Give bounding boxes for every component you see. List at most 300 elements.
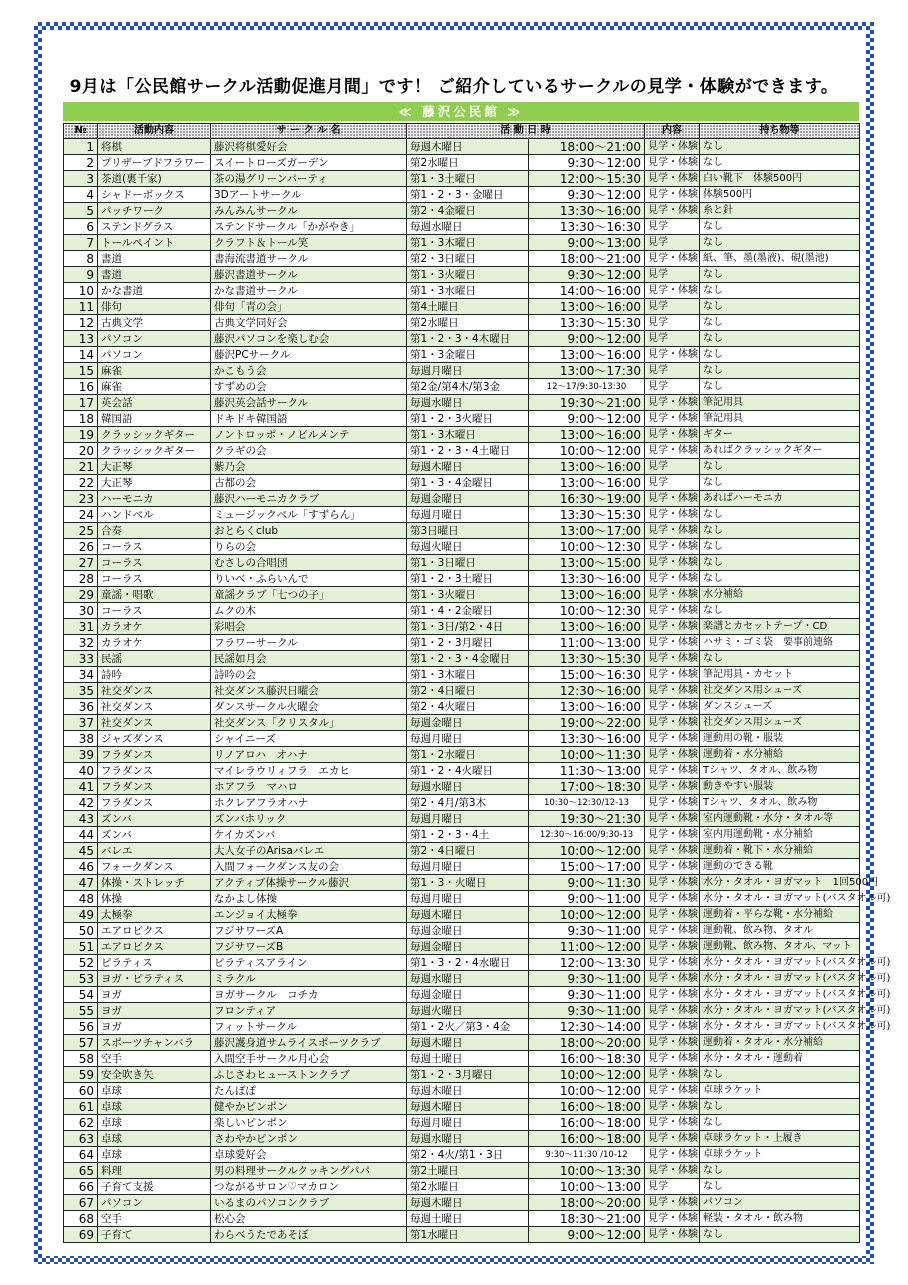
row-number: 47 [64,875,98,891]
row-number: 45 [64,843,98,859]
header-items: 持ち物等 [700,124,860,139]
row-activity: ピラティス [98,955,211,971]
row-activity: 体操 [98,891,211,907]
row-content: 見学・体験 [645,939,700,955]
row-content: 見学・体験 [645,731,700,747]
row-time: 13:30～16:00 [529,571,645,587]
row-content: 見学・体験 [645,555,700,571]
table-row [64,235,860,251]
row-content: 見学・体験 [645,635,700,651]
row-time: 13:00～16:00 [529,347,645,363]
row-activity: 卓球 [98,1115,211,1131]
table-row [64,635,860,651]
row-circle-name: クラフト＆トール笑 [211,235,407,251]
row-time: 12～17/9:30-13:30 [529,379,645,395]
row-circle-name: 入間空手サークル月心会 [211,1051,407,1067]
row-activity: コーラス [98,555,211,571]
row-number: 24 [64,507,98,523]
row-items: なし [700,507,860,523]
row-circle-name: 社交ダンス藤沢日曜会 [211,683,407,699]
header-schedule: 活 動 日 時 [407,124,645,139]
row-items: 社交ダンス用シューズ [700,683,860,699]
row-number: 30 [64,603,98,619]
row-items: 運動着・水分補給 [700,747,860,763]
row-day: 第1・2・4火曜日 [407,763,529,779]
row-items: なし [700,539,860,555]
row-items: 社交ダンス用シューズ [700,715,860,731]
table-row [64,875,860,891]
row-content: 見学・体験 [645,571,700,587]
row-circle-name: 入間フォークダンス友の会 [211,859,407,875]
table-row [64,331,860,347]
row-number: 31 [64,619,98,635]
row-activity: エアロビクス [98,939,211,955]
row-number: 49 [64,907,98,923]
row-day: 第1・2・3・4土 [407,827,529,843]
row-time: 10:00～11:30 [529,747,645,763]
row-time: 9:00～13:00 [529,235,645,251]
row-number: 44 [64,827,98,843]
page-title: 9月は「公民館サークル活動促進月間」です！ ご紹介しているサークルの見学・体験ができます。 [69,77,839,97]
row-time: 16:30～19:00 [529,491,645,507]
row-items: 水分・タオル・ヨガマット(バスタオル可) [700,891,860,907]
row-activity: 卓球 [98,1147,211,1163]
row-day: 第3日曜日 [407,523,529,539]
row-number: 68 [64,1211,98,1227]
table-row [64,1163,860,1179]
row-content: 見学・体験 [645,251,700,267]
row-time: 12:30～16:00/9:30-13 [529,827,645,843]
row-number: 57 [64,1035,98,1051]
row-activity: ヨガ・ピラティス [98,971,211,987]
row-circle-name: 古都の会 [211,475,407,491]
table-row [64,731,860,747]
row-day: 第4土曜日 [407,299,529,315]
row-content: 見学・体験 [645,203,700,219]
row-circle-name: フラワーサークル [211,635,407,651]
row-items: なし [700,283,860,299]
row-number: 10 [64,283,98,299]
table-row [64,939,860,955]
row-time: 12:30～16:00 [529,683,645,699]
row-day: 毎週金曜日 [407,491,529,507]
row-content: 見学・体験 [645,491,700,507]
row-items: 水分補給 [700,587,860,603]
row-day: 第1・4・2金曜日 [407,603,529,619]
row-content: 見学・体験 [645,715,700,731]
row-day: 第1・3木曜日 [407,427,529,443]
row-time: 10:00～13:30 [529,1163,645,1179]
row-content: 見学・体験 [645,795,700,811]
row-number: 18 [64,411,98,427]
row-circle-name: ノントロッポ・ノビルメンテ [211,427,407,443]
row-number: 59 [64,1067,98,1083]
row-number: 42 [64,795,98,811]
row-day: 第1・3・火曜日 [407,875,529,891]
row-activity: 民謡 [98,651,211,667]
row-time: 11:00～12:00 [529,939,645,955]
row-activity: 大正琴 [98,475,211,491]
table-row [64,555,860,571]
row-day: 第2水曜日 [407,315,529,331]
row-circle-name: ホアフラ マハロ [211,779,407,795]
row-circle-name: シャイニーズ [211,731,407,747]
header-activity: 活動内容 [98,124,211,139]
row-content: 見学・体験 [645,763,700,779]
row-items: なし [700,363,860,379]
row-circle-name: おとらくclub [211,523,407,539]
row-day: 毎週木曜日 [407,907,529,923]
row-items: 水分・タオル・ヨガマット(バスタオル可) [700,987,860,1003]
row-activity: 卓球 [98,1099,211,1115]
row-items: 筆記用具 [700,411,860,427]
row-circle-name: りらの会 [211,539,407,555]
row-time: 9:00～12:00 [529,331,645,347]
table-row [64,395,860,411]
row-time: 9:30～11:00 [529,971,645,987]
row-day: 第2・4日曜日 [407,843,529,859]
row-circle-name: ミラクル [211,971,407,987]
row-content: 見学 [645,475,700,491]
row-time: 13:30～15:30 [529,315,645,331]
table-row [64,1035,860,1051]
table-row [64,155,860,171]
row-items: なし [700,571,860,587]
row-circle-name: 俳句「青の会」 [211,299,407,315]
table-row [64,283,860,299]
row-time: 13:00～16:00 [529,459,645,475]
row-activity: ズンバ [98,811,211,827]
row-activity: 卓球 [98,1131,211,1147]
row-circle-name: たんぽぽ [211,1083,407,1099]
row-content: 見学・体験 [645,859,700,875]
row-circle-name: なかよし体操 [211,891,407,907]
row-content: 見学・体験 [645,779,700,795]
row-number: 35 [64,683,98,699]
row-number: 14 [64,347,98,363]
row-circle-name: つながるサロン♡マカロン [211,1179,407,1195]
row-activity: スポーツチャンバラ [98,1035,211,1051]
row-content: 見学・体験 [645,539,700,555]
row-content: 見学 [645,363,700,379]
row-items: なし [700,1099,860,1115]
row-content: 見学・体験 [645,907,700,923]
row-content: 見学 [645,267,700,283]
row-day: 毎週月曜日 [407,507,529,523]
row-number: 9 [64,267,98,283]
row-content: 見学・体験 [645,747,700,763]
row-day: 第2・4金曜日 [407,203,529,219]
row-number: 32 [64,635,98,651]
row-circle-name: ヨガサークル コチカ [211,987,407,1003]
row-activity: ヨガ [98,1003,211,1019]
table-row [64,1003,860,1019]
row-items: なし [700,379,860,395]
row-circle-name: 社交ダンス「クリスタル」 [211,715,407,731]
row-content: 見学・体験 [645,587,700,603]
row-items: 運動靴、飲み物、タオル [700,923,860,939]
row-content: 見学 [645,235,700,251]
table-row [64,747,860,763]
row-circle-name: いるまのパソコンクラブ [211,1195,407,1211]
row-activity: クラッシックギター [98,427,211,443]
row-circle-name: フロンティア [211,1003,407,1019]
row-items: なし [700,555,860,571]
row-items: ダンスシューズ [700,699,860,715]
row-items: 糸と針 [700,203,860,219]
row-day: 毎週木曜日 [407,1035,529,1051]
row-number: 27 [64,555,98,571]
row-time: 13:00～17:30 [529,363,645,379]
table-row [64,1067,860,1083]
row-number: 12 [64,315,98,331]
row-time: 18:00～21:00 [529,139,645,155]
row-content: 見学・体験 [645,1131,700,1147]
row-content: 見学・体験 [645,1051,700,1067]
header-content: 内容 [645,124,700,139]
row-time: 10:00～12:00 [529,1083,645,1099]
row-activity: 書道 [98,251,211,267]
row-number: 67 [64,1195,98,1211]
row-content: 見学・体験 [645,651,700,667]
row-day: 毎週木曜日 [407,1195,529,1211]
row-time: 9:00～12:00 [529,1227,645,1243]
table-row [64,779,860,795]
row-day: 毎週水曜日 [407,219,529,235]
table-row [64,699,860,715]
row-day: 第1・2水曜日 [407,747,529,763]
row-number: 13 [64,331,98,347]
row-circle-name: フジサワーズA [211,923,407,939]
checkered-border [34,22,891,1264]
row-items: なし [700,603,860,619]
row-circle-name: アクティブ体操サークル藤沢 [211,875,407,891]
row-day: 毎週月曜日 [407,1115,529,1131]
table-row [64,1227,860,1243]
row-activity: 空手 [98,1051,211,1067]
row-content: 見学・体験 [645,891,700,907]
row-number: 41 [64,779,98,795]
row-number: 29 [64,587,98,603]
row-activity: シャドーボックス [98,187,211,203]
row-day: 毎週水曜日 [407,395,529,411]
row-circle-name: 藤沢ハーモニカクラブ [211,491,407,507]
row-number: 46 [64,859,98,875]
row-items: 白い靴下 体験500円 [700,171,860,187]
row-items: なし [700,267,860,283]
row-circle-name: さわやかピンポン [211,1131,407,1147]
row-day: 毎週水曜日 [407,779,529,795]
row-items: 室内運動靴・水分・タオル等 [700,811,860,827]
row-content: 見学 [645,315,700,331]
row-number: 37 [64,715,98,731]
row-day: 第1・3水曜日 [407,283,529,299]
row-content: 見学・体験 [645,507,700,523]
row-number: 55 [64,1003,98,1019]
row-time: 9:00～11:00 [529,891,645,907]
row-day: 第2水曜日 [407,1179,529,1195]
row-content: 見学・体験 [645,827,700,843]
row-number: 7 [64,235,98,251]
row-day: 第1・2・3土曜日 [407,571,529,587]
row-number: 4 [64,187,98,203]
row-activity: コーラス [98,539,211,555]
table-row [64,1147,860,1163]
table-row [64,299,860,315]
row-circle-name: 藤沢書道サークル [211,267,407,283]
row-circle-name: 藤沢英会話サークル [211,395,407,411]
row-items: 水分・タオル・ヨガマット(バスタオル可) [700,1003,860,1019]
row-items: なし [700,235,860,251]
row-day: 毎週月曜日 [407,363,529,379]
row-activity: ヨガ [98,1019,211,1035]
row-circle-name: リノアロハ オハナ [211,747,407,763]
row-day: 毎週金曜日 [407,923,529,939]
row-activity: ステンドグラス [98,219,211,235]
row-items: Tシャツ、タオル、飲み物 [700,795,860,811]
row-circle-name: マイレラウリィフラ エカヒ [211,763,407,779]
row-circle-name: 詩吟の会 [211,667,407,683]
row-activity: ヨガ [98,987,211,1003]
row-time: 12:00～15:30 [529,171,645,187]
row-items: なし [700,299,860,315]
row-content: 見学・体験 [645,1019,700,1035]
row-time: 9:30～12:00 [529,267,645,283]
row-circle-name: みんみんサークル [211,203,407,219]
row-content: 見学・体験 [645,1147,700,1163]
row-activity: 体操・ストレッチ [98,875,211,891]
table-row [64,667,860,683]
table-row [64,539,860,555]
table-row [64,363,860,379]
row-time: 10:30～12:30/12-13 [529,795,645,811]
row-day: 毎週木曜日 [407,1099,529,1115]
row-day: 第2・4月/第3木 [407,795,529,811]
row-time: 13:00～16:00 [529,699,645,715]
row-number: 50 [64,923,98,939]
row-day: 第1・3土曜日 [407,171,529,187]
row-time: 10:00～12:00 [529,907,645,923]
row-content: 見学・体験 [645,347,700,363]
row-time: 18:00～20:00 [529,1195,645,1211]
row-number: 15 [64,363,98,379]
row-items: なし [700,1163,860,1179]
row-circle-name: 藤沢パソコンを楽しむ会 [211,331,407,347]
table-row [64,587,860,603]
row-circle-name: 書海流書道サークル [211,251,407,267]
row-content: 見学・体験 [645,187,700,203]
header-circle-name: サ ー ク ル 名 [211,124,407,139]
row-content: 見学・体験 [645,1003,700,1019]
row-content: 見学 [645,459,700,475]
row-items: 運動着・平らな靴・水分補給 [700,907,860,923]
table-row [64,603,860,619]
row-circle-name: かこもう会 [211,363,407,379]
row-content: 見学 [645,379,700,395]
row-number: 3 [64,171,98,187]
row-number: 26 [64,539,98,555]
row-day: 毎週土曜日 [407,1211,529,1227]
table-row [64,1051,860,1067]
facility-banner: ≪ 藤沢公民館 ≫ [63,102,859,121]
row-activity: パソコン [98,331,211,347]
row-number: 60 [64,1083,98,1099]
row-time: 13:30～16:00 [529,203,645,219]
row-activity: パソコン [98,347,211,363]
row-content: 見学・体験 [645,139,700,155]
row-content: 見学・体験 [645,971,700,987]
row-activity: 社交ダンス [98,683,211,699]
table-row [64,651,860,667]
table-row [64,1115,860,1131]
row-time: 18:00～21:00 [529,251,645,267]
row-activity: 子育て支援 [98,1179,211,1195]
row-items: 運動靴、飲み物、タオル、マット [700,939,860,955]
row-items: なし [700,475,860,491]
row-number: 22 [64,475,98,491]
row-time: 13:00～16:00 [529,427,645,443]
row-items: 水分・タオル・ヨガマット(バスタオル可) [700,971,860,987]
row-day: 第1・2・3・4土曜日 [407,443,529,459]
row-number: 58 [64,1051,98,1067]
table-row [64,491,860,507]
table-row [64,203,860,219]
row-activity: 合奏 [98,523,211,539]
row-day: 毎週水曜日 [407,1131,529,1147]
row-activity: 童謡・唱歌 [98,587,211,603]
row-circle-name: 松心会 [211,1211,407,1227]
row-activity: 麻雀 [98,379,211,395]
row-circle-name: 紫乃会 [211,459,407,475]
row-content: 見学・体験 [645,171,700,187]
row-day: 第1・3木曜日 [407,235,529,251]
row-circle-name: エンジョイ太極拳 [211,907,407,923]
row-time: 11:00～13:00 [529,635,645,651]
row-number: 61 [64,1099,98,1115]
row-day: 毎週火曜日 [407,1003,529,1019]
row-number: 36 [64,699,98,715]
table-row [64,795,860,811]
row-items: 水分・タオル・運動着 [700,1051,860,1067]
row-items: 動きやすい服装 [700,779,860,795]
table-row [64,843,860,859]
table-row [64,571,860,587]
row-time: 13:00～16:00 [529,619,645,635]
row-number: 40 [64,763,98,779]
table-row [64,523,860,539]
row-content: 見学・体験 [645,955,700,971]
table-row [64,987,860,1003]
row-items: 卓球ラケット・上履き [700,1131,860,1147]
row-number: 6 [64,219,98,235]
row-circle-name: 藤沢将棋愛好会 [211,139,407,155]
row-activity: 卓球 [98,1083,211,1099]
table-row [64,859,860,875]
row-number: 34 [64,667,98,683]
row-activity: 英会話 [98,395,211,411]
row-circle-name: かな書道サークル [211,283,407,299]
row-time: 15:00～17:00 [529,859,645,875]
row-day: 毎週土曜日 [407,1051,529,1067]
row-time: 9:30～11:00 [529,1003,645,1019]
row-time: 16:00～18:00 [529,1099,645,1115]
row-items: なし [700,347,860,363]
row-activity: 大正琴 [98,459,211,475]
row-items: 運動用の靴・服装 [700,731,860,747]
row-day: 第1・3日/第2・4日 [407,619,529,635]
row-day: 毎週木曜日 [407,1083,529,1099]
row-circle-name: 藤沢PCサークル [211,347,407,363]
